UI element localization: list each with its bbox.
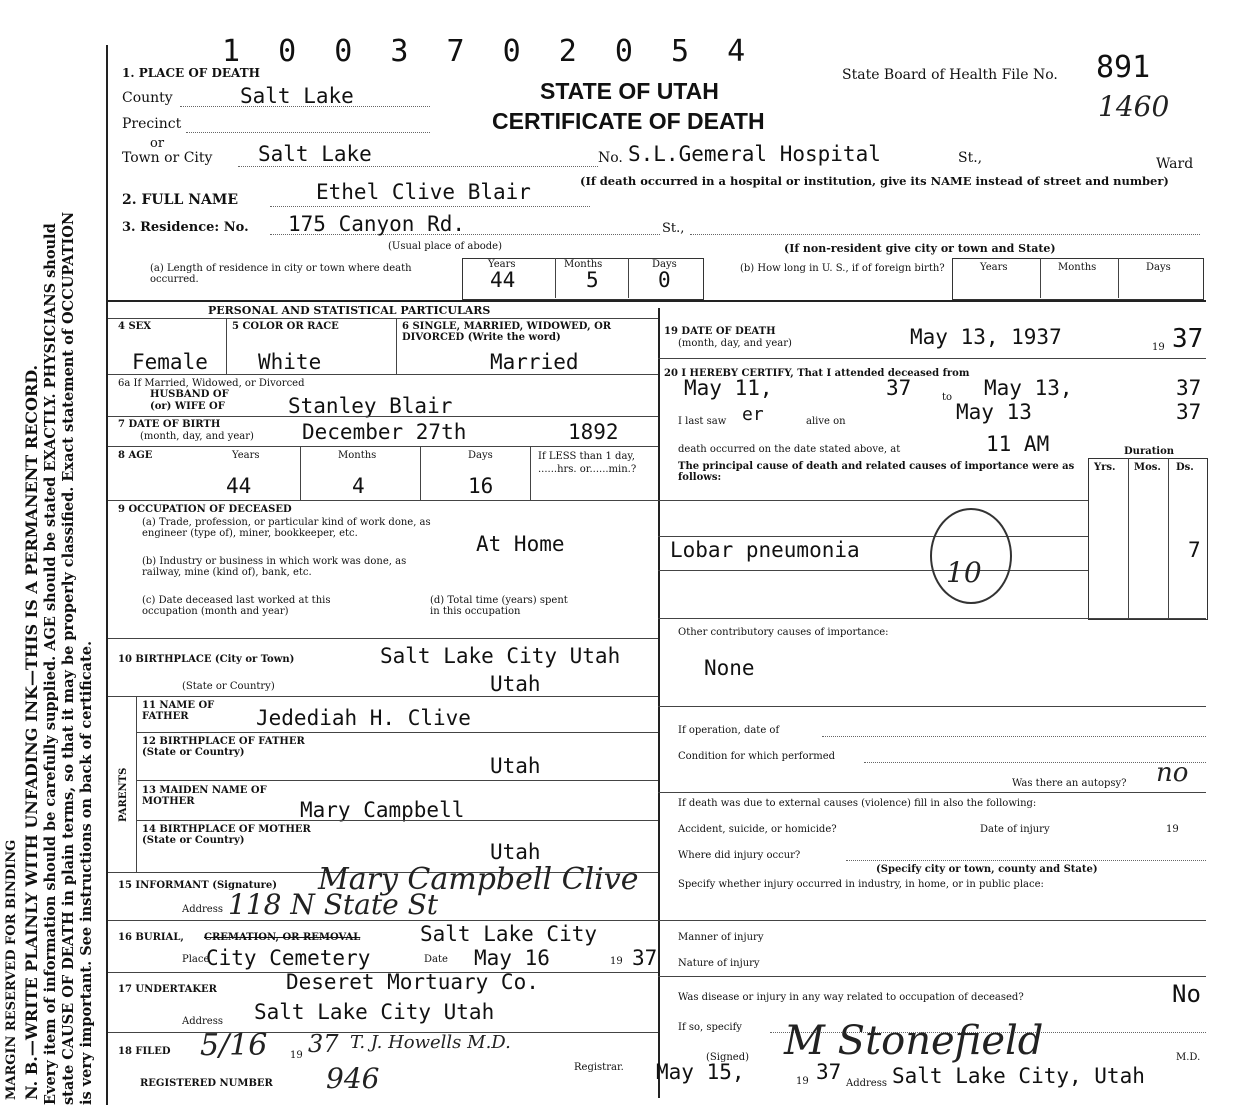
margin-ink-note: N. B.—WRITE PLAINLY WITH UNFADING INK—THIS IS A PERMANENT RECORD. [22,364,41,1100]
or-label: or [150,136,165,151]
us-days-label: Days [1146,262,1171,273]
res-years-label: Years [488,259,516,270]
md-label: M.D. [1176,1052,1201,1063]
dob-year: 1892 [568,420,619,444]
spouse-label-1: 6a If Married, Widowed, or Divorced [118,378,305,389]
yrs-label: Yrs. [1094,462,1116,473]
precinct-label: Precinct [122,116,182,132]
father-birthplace-value: Utah [490,754,541,778]
burial-place-label: Place [182,954,210,965]
accident-label: Accident, suicide, or homicide? [678,824,837,835]
race-label: 5 COLOR OR RACE [232,321,339,332]
age-label: 8 AGE [118,450,153,461]
external-causes-label: If death was due to external causes (violence) fill in also the following: [678,798,1037,809]
date-of-death-sublabel: (month, day, and year) [678,338,792,349]
res-years-value: 44 [490,268,516,292]
whether-injury-label: Specify whether injury occurred in industry, in home, or in public place: [678,879,1044,890]
undertaker-address-label: Address [182,1016,223,1027]
informant-label: 15 INFORMANT (Signature) [118,880,277,891]
mother-birthplace-label: 14 BIRTHPLACE OF MOTHER (State or Country) [142,824,311,846]
filed-label: 18 FILED [118,1046,171,1057]
attended-to: May 13, [984,376,1073,400]
residence-st-label: St., [662,221,685,236]
personal-heading: PERSONAL AND STATISTICAL PARTICULARS [208,304,491,317]
town-value: Salt Lake [258,142,372,166]
mos-label: Mos. [1134,462,1161,473]
attended-from: May 11, [684,376,773,400]
mother-label: 13 MAIDEN NAME OF MOTHER [142,785,267,807]
dob-label-2: (month, day, and year) [140,431,254,442]
physician-signature: M Stonefield [784,1018,1044,1064]
mother-value: Mary Campbell [300,798,465,822]
spouse-label-3: (or) WIFE OF [150,401,225,412]
age-months-value: 4 [352,474,365,498]
occupation-related-label: Was disease or injury in any way related to occupation of deceased? [678,992,1024,1003]
operation-label: If operation, date of [678,725,780,736]
ward-label: Ward [1156,156,1194,172]
mother-birthplace-value: Utah [490,840,541,864]
dob-value: December 27th [302,420,467,444]
registered-number-label: REGISTERED NUMBER [140,1078,273,1089]
marital-label: 6 SINGLE, MARRIED, WIDOWED, OR DIVORCED (Write the word) [402,321,612,343]
margin-binding-note: MARGIN RESERVED FOR BINDING [4,839,19,1100]
father-value: Jedediah H. Clive [256,706,471,730]
undertaker-label: 17 UNDERTAKER [118,984,217,995]
county-value: Salt Lake [240,84,354,108]
cause-value: Lobar pneumonia [670,538,860,562]
physician-address: Salt Lake City, Utah [892,1064,1145,1088]
hospital-value: S.L.Gemeral Hospital [628,142,881,166]
undertaker-name: Deseret Mortuary Co. [286,970,539,994]
informant-signature: Mary Campbell Clive [318,862,639,897]
registrar-signature: T. J. Howells M.D. [350,1032,511,1053]
registered-number: 946 [326,1062,380,1095]
father-birthplace-label: 12 BIRTHPLACE OF FATHER (State or Country) [142,736,305,758]
where-injury-note: (Specify city or town, county and State) [876,864,1098,875]
date-of-death-label: 19 DATE OF DEATH [664,326,776,337]
burial-year-prefix: 19 [610,956,623,967]
cause-label: The principal cause of death and related causes of importance were as follows: [678,461,1075,483]
nonresident-label: (If non-resident give city or town and State) [784,242,1056,255]
last-saw-year: 37 [1176,400,1202,424]
burial-year: 37 [632,946,658,970]
stamp-value: 10 [946,556,982,589]
parents-side-label: PARENTS [118,767,129,822]
margin-instruction-1: Every item of information should be carefully supplied. AGE should be stated EXACTLY. PHYSICIANS should [42,223,59,1105]
injury-year-label: 19 [1166,824,1179,835]
informant-address-label: Address [182,904,223,915]
form-subtitle: CERTIFICATE OF DEATH [492,108,765,134]
length-residence-label: (a) Length of residence in city or town where death occurred. [150,263,412,285]
autopsy-value: no [1156,758,1189,788]
death-year-prefix: 19 [1152,342,1165,353]
cemetery-value: City Cemetery [206,946,371,970]
us-months-label: Months [1058,262,1097,273]
contributory-label: Other contributory causes of importance: [678,627,889,638]
contributory-value: None [704,656,755,680]
age-months-label: Months [338,450,377,461]
age-days-value: 16 [468,474,494,498]
sex-label: 4 SEX [118,321,152,332]
occupation-label: 9 OCCUPATION OF DECEASED [118,504,292,515]
attended-from-year: 37 [886,376,912,400]
hospital-note: (If death occurred in a hospital or institution, give its NAME instead of street and number) [580,174,1169,188]
dob-label-1: 7 DATE OF BIRTH [118,419,221,430]
file-no-label: State Board of Health File No. [842,67,1058,83]
res-months-value: 5 [586,268,599,292]
spouse-label-2: HUSBAND OF [150,389,229,400]
no-label: No. [598,150,623,166]
last-saw-pronoun: er [742,404,764,425]
filed-year: 37 [308,1030,339,1058]
burial-place: Salt Lake City [420,922,598,946]
last-saw-date: May 13 [956,400,1032,424]
res-days-label: Days [652,259,677,270]
usual-abode-label: (Usual place of abode) [388,241,503,252]
birthplace-label: 10 BIRTHPLACE (City or Town) [118,654,295,665]
where-injury-label: Where did injury occur? [678,850,801,861]
occupation-a-label: (a) Trade, profession, or particular kind of work done, as engineer (type of), miner, bookkeeper, etc. [142,517,431,539]
spouse-value: Stanley Blair [288,394,453,418]
full-name-label: 2. FULL NAME [122,192,239,208]
foreign-birth-label: (b) How long in U. S., if of foreign birth? [740,263,945,274]
signed-year-prefix: 19 [796,1076,809,1087]
birthplace-state-label: (State or Country) [182,681,275,692]
father-label: 11 NAME OF FATHER [142,700,215,722]
attended-to-year: 37 [1176,376,1202,400]
to-label: to [942,392,953,403]
death-year: 37 [1172,324,1204,354]
margin-instruction-3: is very important. See instructions on back of certificate. [78,640,95,1105]
occupation-c-label: (c) Date deceased last worked at this occupation (month and year) [142,595,331,617]
residence-value: 175 Canyon Rd. [288,212,466,236]
burial-struck-label: CREMATION, OR REMOVAL [204,932,361,943]
birthplace-value: Salt Lake City Utah [380,644,621,668]
left-frame-line [106,45,108,1105]
occupation-value: At Home [476,532,565,556]
birthplace-state-value: Utah [490,672,541,696]
time-value: 11 AM [986,432,1050,456]
nature-label: Nature of injury [678,958,760,969]
burial-label: 16 BURIAL, [118,932,184,943]
occupation-d-label: (d) Total time (years) spent in this occupation [430,595,568,617]
last-saw-label: I last saw [678,416,727,427]
duration-label: Duration [1124,446,1175,457]
center-divider [658,308,660,1098]
res-days-value: 0 [658,268,671,292]
serial-number: 1 0 0 3 7 0 2 0 5 4 [222,34,756,69]
filed-date: 5/16 [200,1028,268,1063]
manner-label: Manner of injury [678,932,764,943]
age-days-label: Days [468,450,493,461]
undertaker-address: Salt Lake City Utah [254,1000,495,1024]
residence-label: 3. Residence: No. [122,220,249,235]
file-no: 891 [1096,50,1151,85]
registrar-label: Registrar. [574,1062,624,1073]
us-years-label: Years [980,262,1008,273]
race-value: White [258,350,322,374]
burial-date: May 16 [474,946,550,970]
physician-address-label: Address [846,1078,887,1089]
form-title: STATE OF UTAH [540,78,719,104]
res-months-label: Months [564,259,603,270]
if-so-label: If so, specify [678,1022,742,1033]
certify-label: 20 I HEREBY CERTIFY, That I attended deceased from [664,368,970,379]
less-than-label: If LESS than 1 day, ......hrs. or......min.? [538,451,637,475]
occupation-related-value: No [1172,980,1201,1008]
signed-year: 37 [816,1060,842,1084]
signed-label: (Signed) [706,1052,750,1063]
signed-date: May 15, [656,1060,745,1084]
injury-date-label: Date of injury [980,824,1050,835]
ds-label: Ds. [1176,462,1194,473]
county-label: County [122,90,173,106]
margin-instruction-2: state CAUSE OF DEATH in plain terms, so that it may be properly classified. Exact statement of OCCUPATION [60,211,77,1105]
age-years-value: 44 [226,474,252,498]
file-no-2: 1460 [1098,90,1170,123]
autopsy-label: Was there an autopsy? [1012,778,1127,789]
full-name-value: Ethel Clive Blair [316,180,531,204]
age-years-label: Years [232,450,260,461]
place-of-death-label: 1. PLACE OF DEATH [122,66,260,80]
marital-value: Married [490,350,579,374]
section-divider [106,300,1206,302]
time-label: death occurred on the date stated above, at [678,444,901,455]
condition-label: Condition for which performed [678,751,836,762]
alive-label: alive on [806,416,846,427]
cause-days-value: 7 [1188,538,1201,562]
filed-year-prefix: 19 [290,1050,303,1061]
informant-address: 118 N State St [228,888,439,921]
town-label: Town or City [122,150,213,166]
occupation-b-label: (b) Industry or business in which work was done, as railway, mine (kind of), bank, etc. [142,556,407,578]
date-of-death-value: May 13, 1937 [910,325,1062,349]
st-label: St., [958,150,983,166]
burial-date-label: Date [424,954,448,965]
sex-value: Female [132,350,208,374]
